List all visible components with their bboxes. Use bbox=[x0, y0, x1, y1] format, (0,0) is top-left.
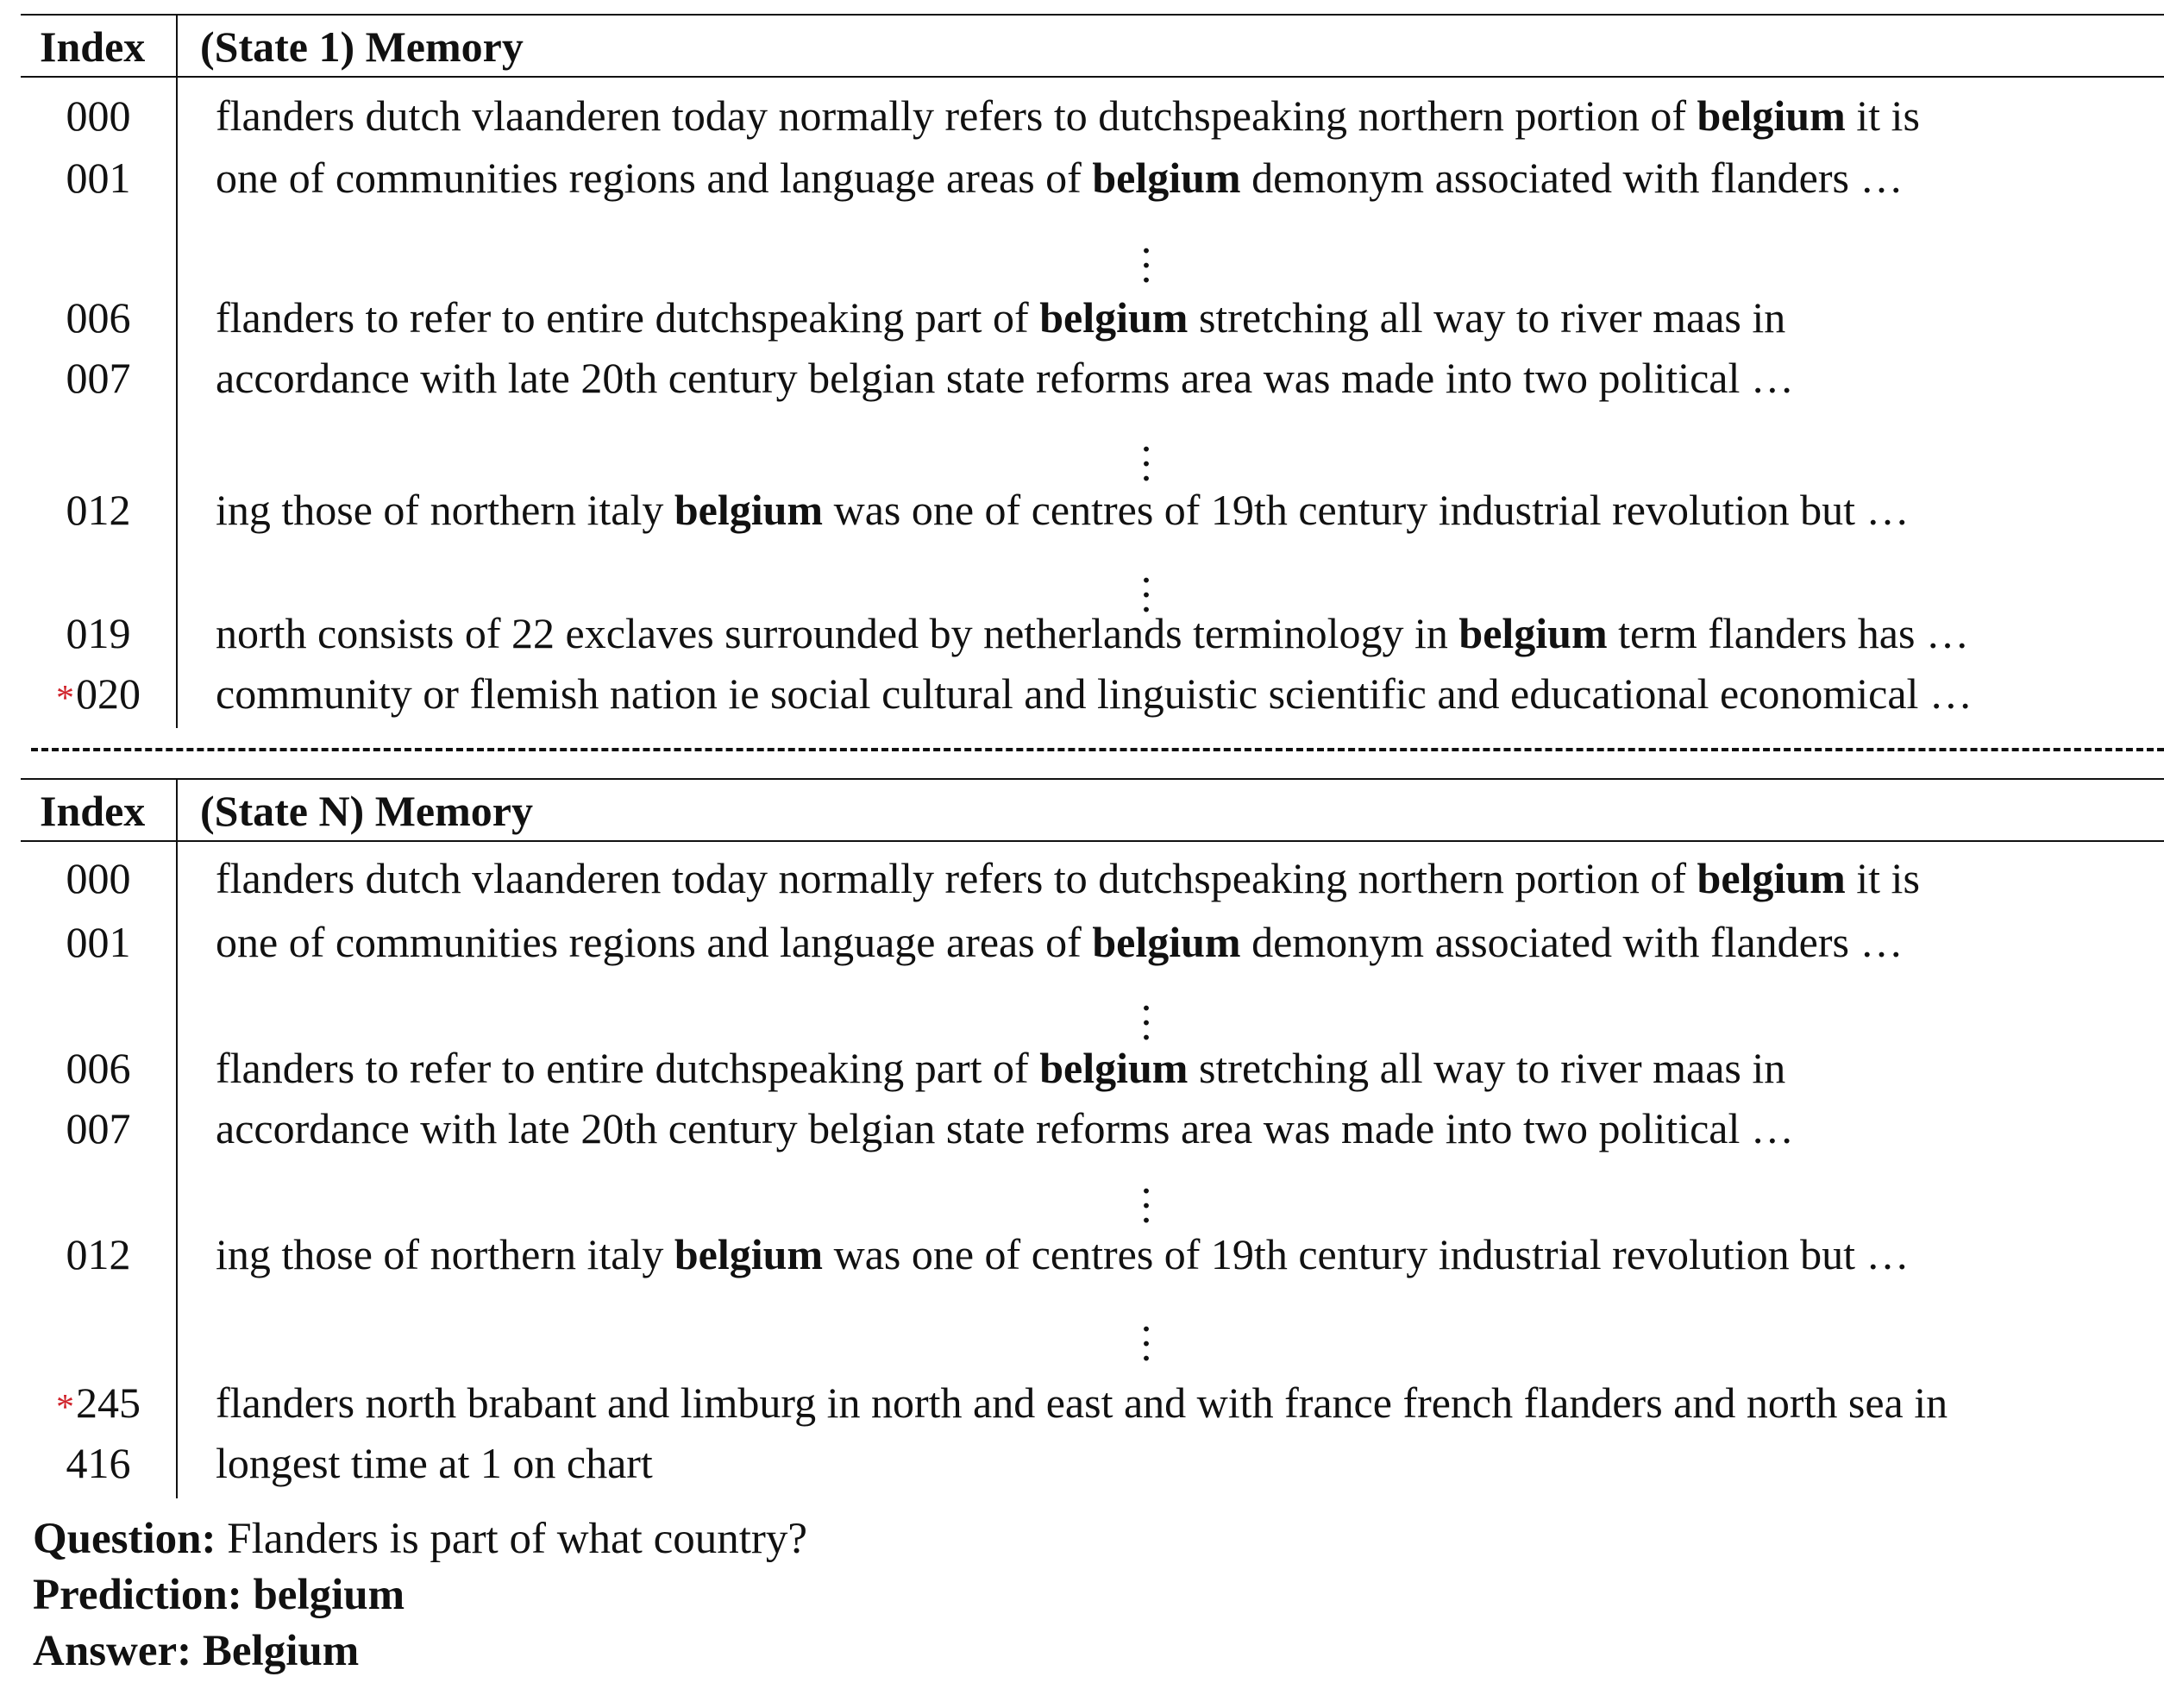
top-rule bbox=[21, 14, 2164, 16]
memory-header: (State 1) Memory bbox=[200, 22, 524, 71]
row-index: 001 bbox=[66, 918, 131, 966]
row-text: community or flemish nation ie social cultural and linguistic scientific and educational economical … bbox=[216, 669, 1973, 718]
row-text: flanders to refer to entire dutchspeaking part of belgium stretching all way to river maas in bbox=[216, 293, 1786, 342]
prediction-label: Prediction: bbox=[33, 1571, 242, 1619]
answer-line bbox=[33, 1624, 359, 1678]
row-text: one of communities regions and language areas of belgium demonym associated with flanders … bbox=[216, 154, 1904, 202]
vertical-ellipsis: . . . bbox=[1140, 971, 1152, 1049]
prediction-line bbox=[33, 1568, 405, 1622]
row-text: ing those of northern italy belgium was one of centres of 19th century industrial revolution but … bbox=[216, 486, 1910, 534]
row-text: one of communities regions and language areas of belgium demonym associated with flanders … bbox=[216, 918, 1904, 966]
memory-header: (State N) Memory bbox=[200, 787, 533, 835]
header-rule bbox=[21, 840, 2164, 842]
row-text: flanders dutch vlaanderen today normally refers to dutchspeaking northern portion of belgium it is bbox=[216, 91, 1920, 140]
dashed-separator bbox=[31, 748, 2164, 751]
column-divider bbox=[176, 778, 178, 1498]
row-index: 000 bbox=[66, 91, 131, 140]
vertical-ellipsis: . . . bbox=[1140, 214, 1152, 292]
row-index: 416 bbox=[66, 1439, 131, 1487]
vertical-ellipsis: . . . bbox=[1140, 543, 1152, 621]
row-index: 019 bbox=[66, 609, 131, 657]
row-index: *245 bbox=[56, 1378, 141, 1428]
memory-table-state-n bbox=[21, 778, 2164, 1498]
row-text: north consists of 22 exclaves surrounded by netherlands terminology in belgium term flanders has … bbox=[216, 609, 1969, 657]
question-text: Flanders is part of what country? bbox=[216, 1515, 808, 1563]
answer-text: Belgium bbox=[191, 1627, 360, 1675]
row-text: flanders north brabant and limburg in north and east and with france french flanders and north sea in bbox=[216, 1378, 1948, 1427]
vertical-ellipsis: . . . bbox=[1140, 412, 1152, 490]
row-index: 006 bbox=[66, 1044, 131, 1092]
star-marker-icon: * bbox=[56, 679, 74, 719]
star-marker-icon: * bbox=[56, 1388, 74, 1428]
row-index: 001 bbox=[66, 154, 131, 202]
row-text: longest time at 1 on chart bbox=[216, 1439, 653, 1487]
prediction-text: belgium bbox=[241, 1571, 405, 1619]
row-text: flanders to refer to entire dutchspeaking part of belgium stretching all way to river maas in bbox=[216, 1044, 1786, 1092]
answer-label: Answer: bbox=[33, 1627, 192, 1675]
row-text: ing those of northern italy belgium was one of centres of 19th century industrial revolution but … bbox=[216, 1230, 1910, 1278]
row-index: 000 bbox=[66, 854, 131, 902]
row-index: *020 bbox=[56, 669, 141, 719]
question-line bbox=[33, 1512, 807, 1566]
row-text: accordance with late 20th century belgian state reforms area was made into two political … bbox=[216, 354, 1794, 402]
row-index: 012 bbox=[66, 486, 131, 534]
top-rule bbox=[21, 778, 2164, 780]
index-header: Index bbox=[40, 22, 146, 71]
row-index: 006 bbox=[66, 293, 131, 342]
row-text: flanders dutch vlaanderen today normally refers to dutchspeaking northern portion of belgium it is bbox=[216, 854, 1920, 902]
row-index: 007 bbox=[66, 1104, 131, 1152]
row-text: accordance with late 20th century belgian state reforms area was made into two political … bbox=[216, 1104, 1794, 1152]
index-header: Index bbox=[40, 787, 146, 835]
row-index: 007 bbox=[66, 354, 131, 402]
column-divider bbox=[176, 14, 178, 728]
header-rule bbox=[21, 76, 2164, 78]
vertical-ellipsis: . . . bbox=[1140, 1292, 1152, 1370]
row-index: 012 bbox=[66, 1230, 131, 1278]
memory-table-state-1 bbox=[21, 14, 2164, 728]
vertical-ellipsis: . . . bbox=[1140, 1154, 1152, 1232]
question-label: Question: bbox=[33, 1515, 216, 1563]
